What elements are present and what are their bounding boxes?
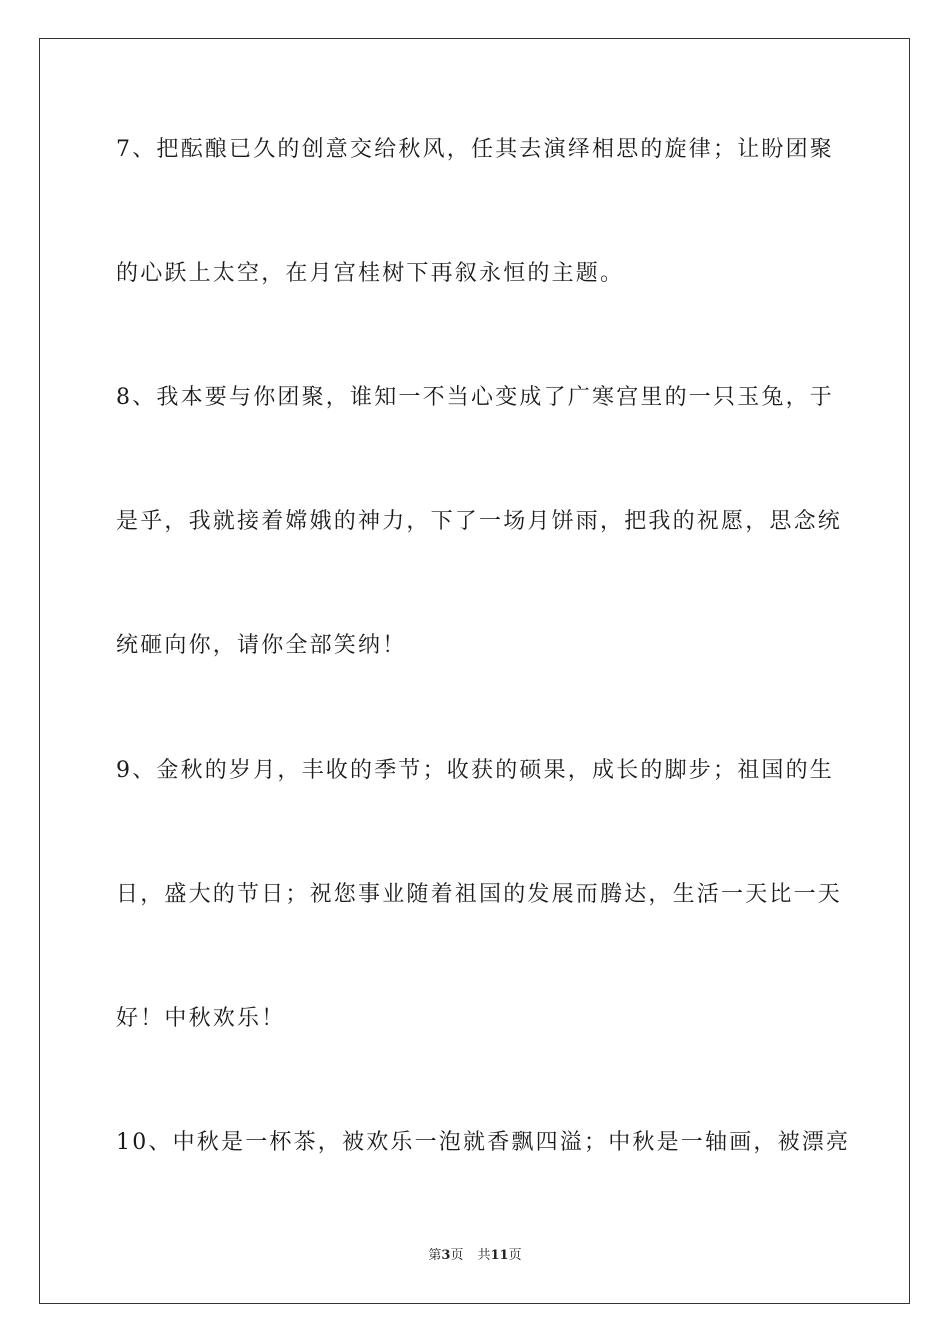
page-footer xyxy=(0,1247,950,1265)
page-suffix: 页 xyxy=(450,1248,464,1263)
total-pages: 11 xyxy=(490,1248,509,1263)
text-line-3: 8、我本要与你团聚，谁知一不当心变成了广寒宫里的一只玉兔，于 xyxy=(116,385,834,410)
page-border xyxy=(39,38,910,1304)
text-line-8: 好！中秋欢乐！ xyxy=(116,1006,286,1031)
page-number: 3 xyxy=(441,1248,451,1263)
text-line-2: 的心跃上太空，在月宫桂树下再叙永恒的主题。 xyxy=(116,261,625,286)
total-suffix: 页 xyxy=(508,1248,522,1263)
text-line-6: 9、金秋的岁月，丰收的季节；收获的硕果，成长的脚步；祖国的生 xyxy=(116,758,834,783)
text-line-9: 10、中秋是一杯茶，被欢乐一泡就香飘四溢；中秋是一轴画，被漂亮 xyxy=(116,1130,851,1155)
text-line-5: 统砸向你，请你全部笑纳！ xyxy=(116,633,407,658)
page-prefix: 第 xyxy=(428,1248,442,1263)
text-line-7: 日，盛大的节日；祝您事业随着祖国的发展而腾达，生活一天比一天 xyxy=(116,882,843,907)
text-line-1: 7、把酝酿已久的创意交给秋风，任其去演绎相思的旋律；让盼团聚 xyxy=(116,137,834,162)
text-line-4: 是乎，我就接着嫦娥的神力，下了一场月饼雨，把我的祝愿，思念统 xyxy=(116,509,843,534)
total-prefix: 共 xyxy=(477,1248,491,1263)
